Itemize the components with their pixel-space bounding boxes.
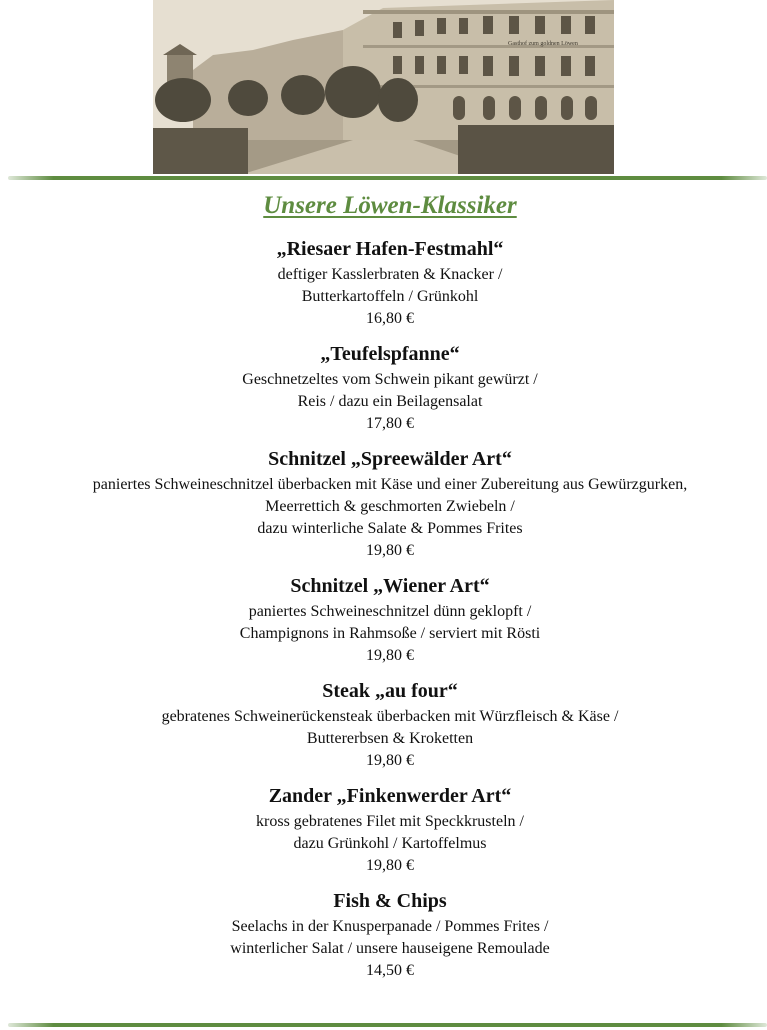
menu-item [0,886,767,982]
dish-description: Meerrettich & geschmorten Zwiebeln / [265,498,515,515]
dish-price: 19,80 € [366,752,414,769]
dish-title: „Riesaer Hafen-Festmahl“ [276,238,504,260]
street-photo-drawing [153,0,614,174]
dish-description: Geschnetzeltes vom Schwein pikant gewürzt / [242,371,538,388]
dish-description: paniertes Schweineschnitzel dünn geklopft / [248,603,532,620]
bottom-divider [8,1023,767,1027]
dish-title: Schnitzel „Wiener Art“ [290,575,490,597]
dish-description: Reis / dazu ein Beilagensalat [297,393,483,410]
dish-title: Fish & Chips [333,890,447,912]
menu-item [0,781,767,877]
dish-price: 19,80 € [366,542,414,559]
section-title: Unsere Löwen-Klassiker [263,192,517,219]
dish-description: gebratenes Schweinerückensteak überbacken mit Würzfleisch & Käse / [161,708,619,725]
menu-item [0,571,767,667]
dish-description: winterlicher Salat / unsere hauseigene Remoulade [230,940,550,957]
dish-title: Zander „Finkenwerder Art“ [268,785,512,807]
dish-price: 19,80 € [366,647,414,664]
dish-title: Schnitzel „Spreewälder Art“ [268,448,512,470]
dish-description: paniertes Schweineschnitzel überbacken mit Käse und einer Zubereitung aus Gewürzgurken, [92,476,688,493]
dish-description: Seelachs in der Knusperpanade / Pommes Frites / [231,918,549,935]
menu-item [0,234,767,330]
dish-description: Butterkartoffeln / Grünkohl [301,288,479,305]
menu-item [0,676,767,772]
dish-description: Champignons in Rahmsoße / serviert mit Rösti [239,625,541,642]
dish-description: dazu Grünkohl / Kartoffelmus [293,835,487,852]
dish-price: 14,50 € [366,962,414,979]
dish-title: „Teufelspfanne“ [320,343,460,365]
dish-description: dazu winterliche Salate & Pommes Frites [257,520,523,537]
dish-price: 17,80 € [366,415,414,432]
dish-description: deftiger Kasslerbraten & Knacker / [277,266,503,283]
dish-price: 16,80 € [366,310,414,327]
menu-list [0,234,767,991]
dish-title: Steak „au four“ [322,680,458,702]
menu-item [0,444,767,562]
dish-description: Buttererbsen & Kroketten [306,730,474,747]
top-divider [8,176,767,180]
historic-street-photo [153,0,614,174]
photo-sign-text: Gasthof zum goldnen Löwen [508,41,578,47]
dish-price: 19,80 € [366,857,414,874]
dish-description: kross gebratenes Filet mit Speckkrusteln / [256,813,524,830]
menu-item [0,339,767,435]
